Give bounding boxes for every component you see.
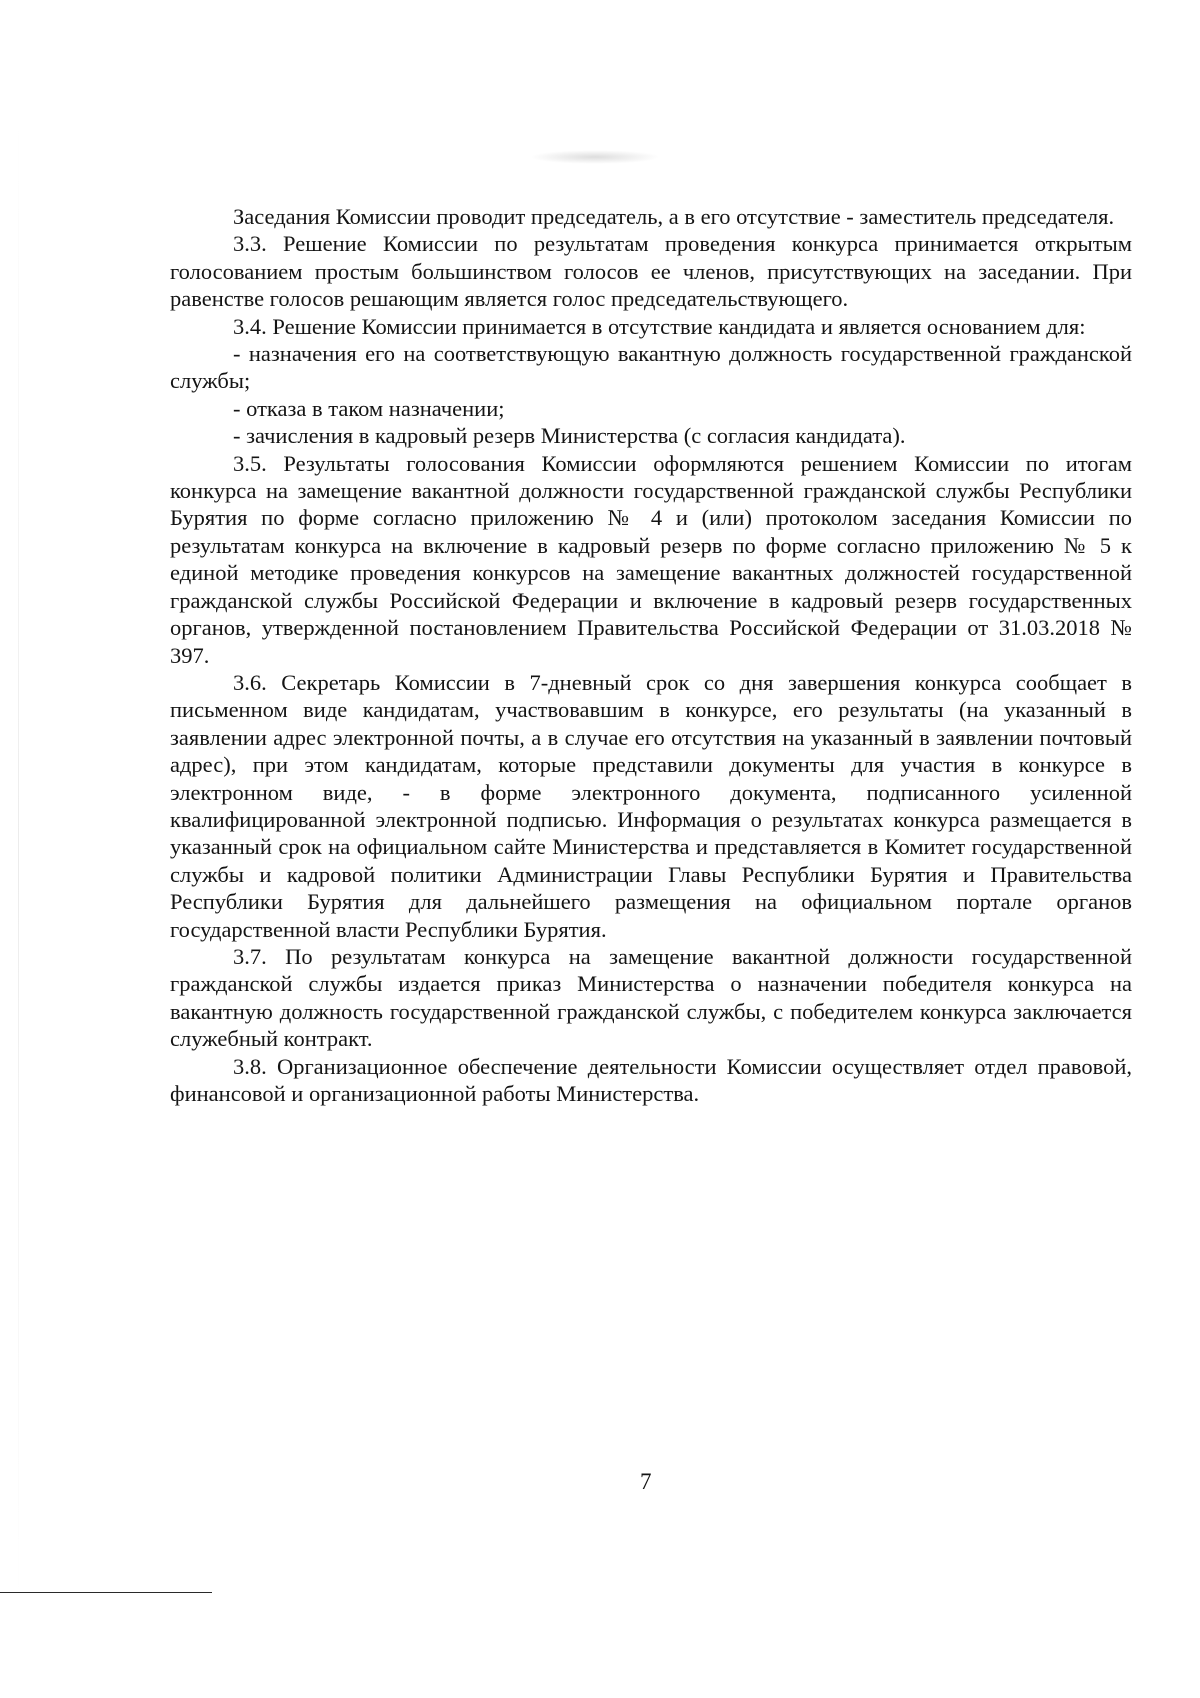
paragraph-3-3: 3.3. Решение Комиссии по результатам проведения конкурса принимается открытым голосованием простым большинством голосов ее членов, присутствующих на заседании. При равенстве голосов решающим является голос председательствующего.	[170, 231, 1132, 312]
list-item-appointment: - назначения его на соответствующую вакантную должность государственной гражданской службы;	[170, 341, 1132, 394]
paragraph-3-4: 3.4. Решение Комиссии принимается в отсутствие кандидата и является основанием для:	[233, 313, 1086, 339]
document-body	[170, 203, 1132, 1107]
paragraph-chair: Заседания Комиссии проводит председатель, а в его отсутствие - заместитель председателя.	[233, 204, 1115, 229]
list-item-reserve: - зачисления в кадровый резерв Министерства (с согласия кандидата).	[233, 423, 906, 449]
scan-smudge-artifact	[530, 150, 660, 164]
page-number: 7	[640, 1469, 652, 1494]
paragraph-3-6: 3.6. Секретарь Комиссии в 7-дневный срок со дня завершения конкурса сообщает в письменном виде кандидатам, участвовавшим в конкурсе, его результаты (на указанный в заявлении адрес электронной почты, а в случае его отсутствия на указанный в заявлении почтовый адрес), при этом кандидатам, которые представили документы для участия в конкурсе в электронном виде, - в форме электронного документа, подписанного усиленной квалифицированной электронной подписью. Информация о результатах конкурса размещается в указанный срок на официальном сайте Министерства и представляется в Комитет государственной службы и кадровой политики Администрации Главы Республики Бурятия и Правительства Республики Бурятия для дальнейшего размещения на официальном портале органов государственной власти Республики Бурятия.	[170, 669, 1132, 942]
paragraph-3-8: 3.8. Организационное обеспечение деятельности Комиссии осуществляет отдел правовой, финансовой и организационной работы Министерства.	[170, 1053, 1132, 1106]
footnote-separator	[0, 1592, 212, 1593]
paragraph-3-7: 3.7. По результатам конкурса на замещение вакантной должности государственной гражданской службы издается приказ Министерства о назначении победителя конкурса на вакантную должность государственной гражданской службы, с победителем конкурса заключается служебный контракт.	[170, 943, 1132, 1052]
paragraph-3-5: 3.5. Результаты голосования Комиссии оформляются решением Комиссии по итогам конкурса на замещение вакантной должности государственной гражданской службы Республики Бурятия по форме согласно приложению № 4 и (или) протоколом заседания Комиссии по результатам конкурса на включение в кадровый резерв по форме согласно приложению № 5 к единой методике проведения конкурсов на замещение вакантных должностей государственной гражданской службы Российской Федерации и включение в кадровый резерв государственных органов, утвержденной постановлением Правительства Российской Федерации от 31.03.2018 № 397.	[170, 450, 1132, 668]
list-item-refusal: - отказа в таком назначении;	[233, 395, 505, 421]
scan-edge-artifact	[18, 120, 19, 1600]
